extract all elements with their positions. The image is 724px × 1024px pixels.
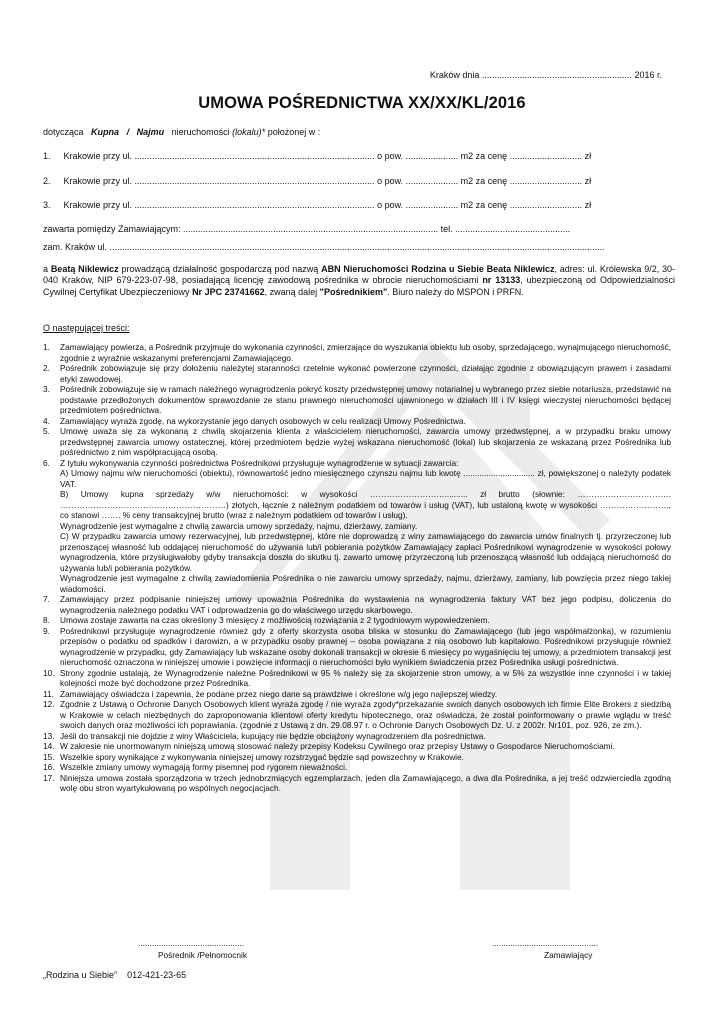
party-text: , adres: ul. Królewska 9/2, 30-040 Kraków, NIP 679-223-07-98, posiadającą licencję zawodową pośrednika w obrocie nieruchomościami: [43, 264, 676, 286]
client-signature-line: ..............................................: [492, 938, 599, 948]
term-item: [43, 594, 671, 615]
term-number: 16.: [43, 762, 55, 772]
term-number: 7.: [43, 594, 50, 604]
party-text: a: [43, 264, 51, 274]
section-heading: O następującej treści:: [43, 323, 130, 333]
term-text: Umowę uważa się za wykonaną z chwilą skojarzenia klienta z właścicielem nieruchomości, zawarcia umowy przedwstępnej, a w przypadku braku umowy przedwstępnej zawarcia umowy ostatecznej, której przedmiotem będzie wyżej wskazana nieruchomość (lokal) lub skojarzenia ze wskazaną przez Pośrednika lub pośrednictwo z nim współpracującą osobą.: [60, 426, 671, 457]
term-text: Zamawiający oświadcza i zapewnia, że podane przez niego dane są prawdziwe i określone w/g jego najlepszej wiedzy.: [60, 688, 498, 699]
term-text: Pośrednik zobowiązuje się przy dołożeniu należytej staranności rzetelnie wykonać powierzone czynności, działając zgodnie z obowiązującym prawem i zasadami etyki zawodowej.: [60, 363, 671, 384]
term-number: 5.: [43, 426, 50, 436]
term-number: 12.: [43, 699, 55, 709]
term-item: [43, 752, 671, 763]
term-item: [43, 762, 671, 773]
term-number: 2.: [43, 363, 50, 373]
term-text: Pośrednikowi przysługuje wynagrodzenie również gdy z oferty skorzysta osoba bliska w stosunku do Zamawiającego (lub jego współmałżonka), w rozumieniu przepisów o podatku od spadków i darowizn, a w przypadku osoby prawnej – osoba powiązana z nią osobowo lub kapitałowo. Pośrednikowi przysługuje również wynagrodzenie w przypadku, gdy Zamawiający lub wskazane osoby dokonali transakcji w okresie 6 miesięcy po wygaśnięciu tej umowy, a przedmiotem transakcji jest nieruchomość oznaczona w niniejszej umowie i powzięcie informacji o nieruchomości było wynikiem świadczenia przez Pośrednika usługi pośrednictwa.: [60, 625, 671, 667]
footer-phone: 012-421-23-65: [127, 970, 187, 980]
term-number: 14.: [43, 741, 55, 751]
agent-alias: "Pośrednikiem": [319, 286, 388, 297]
date-line: Kraków dnia ............................................................ 2016 r.: [429, 70, 662, 80]
term-number: 17.: [43, 772, 55, 783]
term-text: Strony zgodnie ustalają, że Wynagrodzenie należne Pośrednikowi w 95 % należy się za skojarzenie stron umowy, a w 5% za wszystkie inne czynności i w takiej kolejności może być dochodzone przez Pośrednika.: [60, 667, 671, 688]
term-number: 1.: [43, 342, 50, 352]
party-text: , zwaną dalej: [264, 286, 320, 297]
party-text: , ubezpieczoną od Odpowiedzialności Cywilnej Certyfikat Ubezpieczeniowy: [43, 275, 675, 297]
term-item: [43, 626, 671, 668]
term-text: W zakresie nie unormowanym niniejszą umową stosować należy przepisy Kodeksu Cywilnego oraz przepisy Ustawy o Gospodarce Nieruchomościami.: [60, 741, 615, 751]
property-row: [43, 176, 591, 186]
term-text: Umowa zostaje zawarta na czas określony 3 miesięcy z możliwością rozwiązania z 2 tygodniowym wypowiedzeniem.: [60, 615, 490, 625]
property-text: Krakowie przy ul. ................................................................................................ o pow. ..................... m2 za cenę ............................. zł: [63, 176, 592, 186]
term-item: [43, 741, 671, 752]
property-text: Krakowie przy ul. ................................................................................................ o pow. ..................... m2 za cenę ............................. zł: [63, 200, 592, 210]
term-item: [43, 773, 671, 794]
term-subclause: C) W przypadku zawarcia umowy rezerwacyjnej, lub przedwstępnej, które nie doprowadzą z winy zamawiającego do zawarcia umów finalnych tj. przyrzeczonej lub przenoszącej własność lub oddającej nieruchomość do używania lub/i pobierania pożytków Zamawiający zapłaci Pośrednikowi wynagrodzenie w wysokości połowy wynagrodzenia, które przysługiwałoby gdyby transakcja doszła do skutku tj. zawarto umowę przyrzeczoną lub przenoszącą własność lub oddającą nieruchomość do używania lub/i pobierania pożytków.: [60, 531, 671, 573]
term-item: [43, 384, 671, 416]
intro-suffix: położonej w :: [267, 127, 321, 137]
agent-signature-line: ..............................................: [138, 938, 245, 948]
term-item: [43, 615, 671, 626]
property-row: [43, 151, 591, 161]
term-text: Pośrednik zobowiązuje się w ramach należnego wynagrodzenia pokryć koszty przedwstępnej umowy notarialnej u wybranego przez siebie notariusza, przedstawić na podstawie przedłożonych dokumentów sprawozdanie ze stanu prawnego nieruchomości ujawnionego w działach III i IV księgi wieczystej nieruchomości będącej przedmiotem pośrednictwa.: [60, 384, 671, 415]
footer-brand: „Rodzina u Siebie”: [43, 970, 118, 980]
lokalu-note: (lokalu)*: [232, 127, 266, 137]
property-number: 2.: [43, 176, 51, 186]
term-item: [43, 426, 671, 458]
company-name: ABN Nieruchomości Rodzina u Siebie Beata Niklewicz: [321, 264, 555, 274]
term-text: Zgodnie z Ustawą o Ochronie Danych Osobowych klient wyraża zgodę / nie wyraża zgody*przekazanie swoich danych osobowych ich firmie Elite Brokers z siedzibą w Krakowie w celach niezbędnych do zaproponowania klientowi oferty kredytu hipotecznego, oraz oświadcza, że został poinformowany o prawie wglądu w treść swoich danych oraz możliwości ich poprawiania. (zgodnie z Ustawą z dn. 29.08.97 r. o Ochronie Danych Osobowych Dz. U. z 2002r. Nr101, poz. 926, ze zm.).: [60, 699, 671, 730]
agent-signature-label: Pośrednik /Pełnomocnik: [158, 950, 248, 960]
term-number: 8.: [43, 615, 50, 625]
term-number: 11.: [43, 688, 54, 699]
contract-title: UMOWA POŚREDNICTWA XX/XX/KL/2016: [198, 94, 526, 112]
term-subclause: Wynagrodzenie jest wymagalne z chwilą zawarcia umowy sprzedaży, najmu, dzierżawy, zamiany.: [60, 520, 418, 531]
term-text: Zamawiający przez podpisanie niniejszej umowy upoważnia Pośrednika do wystawienia na wynagrodzenia faktury VAT bez jego podpisu, doliczenia do wynagrodzenia należnego podatku VAT i odprowadzenia go do właściwego urzędu skarbowego.: [60, 594, 671, 615]
property-number: 3.: [43, 200, 51, 210]
term-item: [43, 731, 671, 742]
term-subclause: B) Umowy kupna sprzedaży w/w nieruchomości: w wysokości ……………………….......... zł brutto (słownie: ……………………………. ……………………………………………………) złotych, łącznie z należnym podatkiem od towarów i usług (VAT), lub ustaloną kwotę w wysokości ……………………., co stanowi ……. % ceny transakcyjnej brutto (wraz z należnym podatkiem od towarów i usług).: [60, 489, 671, 520]
footer: [43, 970, 186, 980]
term-item: [43, 689, 671, 700]
term-item: [43, 416, 671, 427]
client-signature-label: Zamawiający: [544, 950, 593, 960]
term-subclause: Wynagrodzenie jest wymagalne z chwilą zawiadomienia Pośrednika o nie zawarciu umowy sprzedaży, najmu, dzierżawy, zamiany, lub powzięcia przez niego takiej wiadomości.: [60, 573, 671, 594]
term-item: [43, 342, 671, 363]
term-number: 3.: [43, 384, 50, 394]
intro-line: [43, 127, 320, 137]
agent-name: Beatą Niklewicz: [50, 264, 119, 274]
term-number: 10.: [43, 667, 55, 678]
term-item: [43, 668, 671, 689]
intermediary-party: [43, 264, 675, 298]
term-number: 6.: [43, 457, 50, 468]
intro-prefix: dotycząca: [43, 127, 84, 137]
term-number: 13.: [43, 730, 55, 741]
party-text: . Biuro należy do MSPON i PRFN.: [387, 286, 524, 297]
term-text: Wszelkie spory wynikające z wykonywania niniejszej umowy rozstrzygać będzie sąd powszechny w Krakowie.: [60, 751, 464, 762]
term-text: Jeśli do transakcji nie dojdzie z winy Właściciela, kupujący nie będzie obciążony wynagrodzeniem dla pośrednictwa.: [60, 730, 486, 741]
party-text: prowadzącą działalność gospodarczą pod nazwą: [118, 264, 322, 274]
property-number: 1.: [43, 151, 51, 161]
property-row: [43, 200, 591, 210]
term-number: 4.: [43, 415, 50, 426]
term-item: [43, 363, 671, 384]
term-subclause: A) Umowy najmu w/w nieruchomości (obiektu), równowartość jedno miesięcznego czynszu najmu lub kwotę ............................... zł, powiększonej o należyty podatek VAT.: [60, 468, 671, 489]
term-item: [43, 699, 671, 731]
policy-number: Nr JPC 23741662: [192, 286, 265, 297]
term-text: Niniejsza umowa została sporządzona w trzech jednobrzmiących egzemplarzach, jeden dla Zamawiającego, a dwa dla Pośrednika, a jej treść odzwierciedla zgodną wolę obu stron wyartykułowaną po wspólnych negocjacjach.: [60, 772, 671, 793]
term-text: Zamawiający powierza, a Pośrednik przyjmuje do wykonania czynności, zmierzające do wyszukania obiektu lub osoby, sprzedającego, wynajmującego nieruchomość, zgodnie z wyraźnie wskazanymi preferencjami Zamawiającego.: [60, 342, 671, 363]
client-line: zawarta pomiędzy Zamawiającym: ...................................................................................................... tel. ..............................................: [43, 224, 571, 234]
term-text: Wszelkie zmiany umowy wymagają formy pisemnej pod rygorem nieważności.: [60, 762, 348, 772]
term-number: 9.: [43, 625, 50, 636]
term-number: 15.: [43, 751, 55, 762]
kupna-option: Kupna: [91, 127, 120, 137]
term-text: Z tytułu wykonywania czynności pośrednictwa Pośrednikowi przysługuje wynagrodzenie w sytuacji zawarcia:: [60, 457, 459, 468]
najmu-option: Najmu: [136, 127, 165, 137]
client-address-line: zam. Kraków ul. ......................................................................................................................................................................................................: [43, 242, 605, 252]
term-item: [43, 458, 671, 595]
license-number: nr 13133: [482, 275, 521, 286]
property-text: Krakowie przy ul. ................................................................................................ o pow. ..................... m2 za cenę ............................. zł: [63, 151, 592, 161]
terms-list: [43, 342, 671, 794]
term-text: Zamawiający wyraża zgodę, na wykorzystanie jego danych osobowych w celu realizacji Umowy Pośrednictwa.: [60, 415, 466, 426]
option-separator: /: [126, 127, 130, 137]
intro-mid: nieruchomości: [171, 127, 230, 137]
